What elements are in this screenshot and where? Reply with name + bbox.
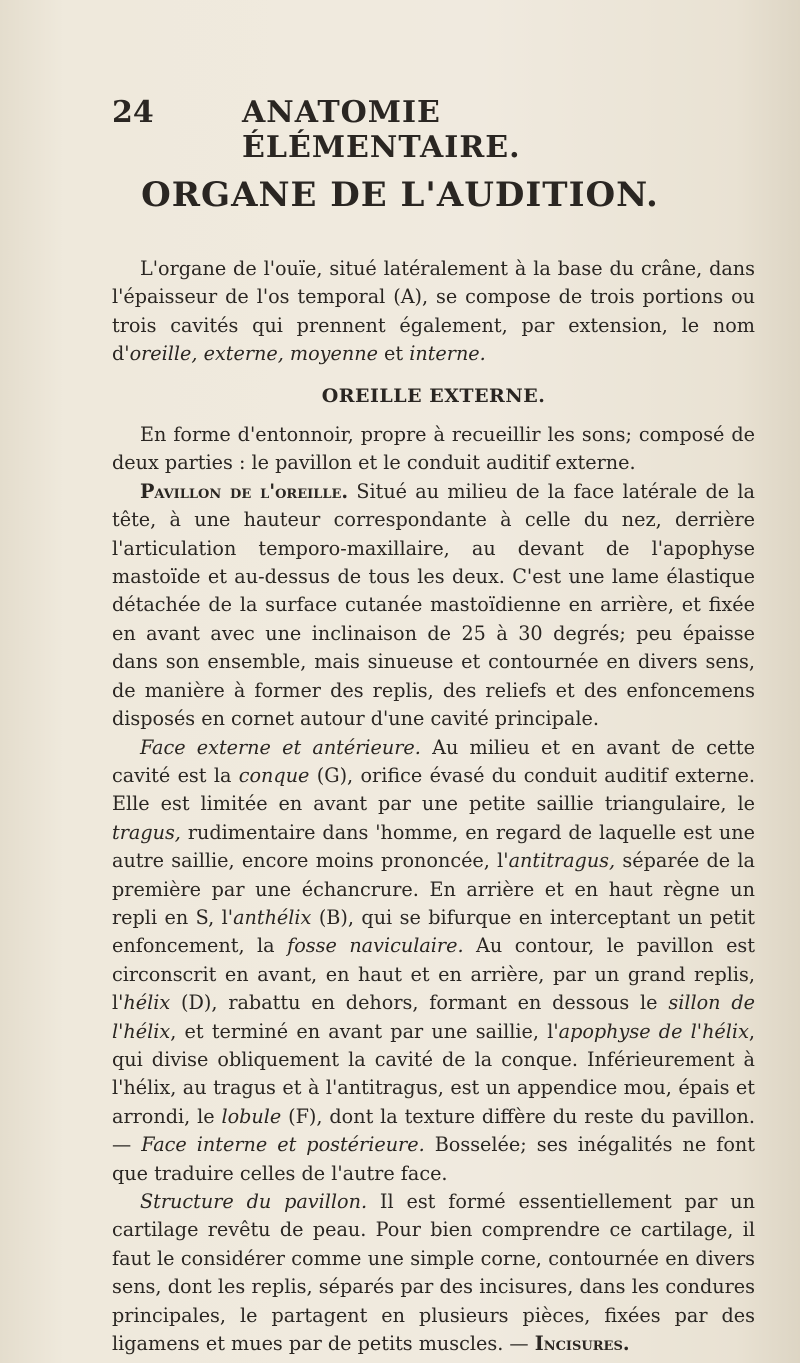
section-title: OREILLE EXTERNE. [321,384,546,407]
text-run: (D), rabattu en dehors, formant en dessous le [170,991,669,1015]
text-run: Au contour, le pavillon est circonscrit en avant, en haut et en arrière, par un grand replis, l' [112,934,755,1015]
text-run: (G), orifice évasé du conduit auditif externe. Elle est limitée en avant par une petite saillie triangulaire, le [112,763,755,816]
text-run: Situé au milieu de la face latérale de la tête, à une hauteur correspondante à celle du nez, derrière l'articulation temporo-maxillaire, au devant de l'apophyse mastoïde et au-dessus de tous les deux. C'est une lame élastique détachée de la surface cutanée mastoïdienne en arrière, et fixée en avant avec une inclinaison de 25 à 30 degrés; peu épaisse dans son ensemble, mais sinueuse et contournée en divers sens, de manière à former des replis, des reliefs et des enfoncemens disposés en cornet autour d'une cavité principale. [112,479,755,731]
text-run: Au milieu et en avant de cette cavité est la [112,735,755,787]
italic-term: fosse naviculaire. [287,934,464,958]
italic-term: apophyse de l'hélix [558,1019,749,1043]
text-run: séparée de la première par une échancrure. En arrière et en haut règne un repli en S, l' [112,849,755,929]
italic-term: lobule [221,1104,282,1128]
italic-term: Face interne et postérieure. [141,1133,425,1157]
paragraph-face-externe [112,734,755,1189]
page-number: 24 [112,95,154,130]
italic-term: interne. [409,342,486,366]
text-body [112,255,755,1358]
italic-term: anthélix [233,905,312,929]
italic-term: hélix [123,991,171,1015]
text-run: rudimentaire dans 'homme, en regard de laquelle est une autre saillie, encore moins prononcée, l' [112,820,755,873]
small-caps-heading: Pavillon de l'oreille. [140,479,349,503]
text-run: Il est formé essentiellement par un cartilage revêtu de peau. Pour bien comprendre ce cartilage, il faut le considérer comme une simple corne, contournée en divers sens, dont les replis, séparés par des incisures, dans les condures principales, le partagent en plusieurs pièces, fixées par des ligamens et mues par de petits muscles. — [112,1190,756,1356]
text-run: et [377,342,410,366]
italic-term: antitragus, [508,849,616,873]
italic-term: oreille, externe, moyenne [129,342,378,366]
small-caps-heading: Incisures. [534,1332,630,1356]
text-run: Bosselée; ses inégalités ne font que traduire celles de l'autre face. [112,1133,755,1185]
running-title: ANATOMIE ÉLÉMENTAIRE. [242,95,521,165]
italic-term: Structure du pavillon. [140,1190,368,1213]
paragraph-pavillon [112,478,755,734]
text-run: (B), qui se bifurque en interceptant un petit enfoncement, la [112,905,755,958]
text-run: L'organe de l'ouïe, situé latéralement à la base du crâne, dans l'épaisseur de l'os temporal (A), se compose de trois portions ou trois cavités qui prennent également, par extension, le nom d' [112,257,755,366]
italic-term: tragus, [112,820,181,844]
intro-paragraph [112,255,755,369]
text-run: (F), dont la texture diffère du reste du pavillon. — [112,1104,756,1157]
text-run: , et terminé en avant par une saillie, l' [170,1019,559,1043]
italic-term: conque [238,763,310,787]
paragraph-definition: En forme d'entonnoir, propre à recueillir les sons; composé de deux parties : le pavillon et le conduit auditif externe. [112,423,755,475]
paragraph-structure [112,1188,755,1358]
text-run: , qui divise obliquement la cavité de la conque. Inférieurement à l'hélix, au tragus et à l'antitragus, est un appendice mou, épais et arrondi, le [112,1019,755,1128]
page-header [112,95,722,165]
italic-term: Face externe et antérieure. [140,735,421,759]
chapter-title: ORGANE DE L'AUDITION. [141,175,659,215]
italic-term: sillon de l'hélix [112,991,755,1043]
